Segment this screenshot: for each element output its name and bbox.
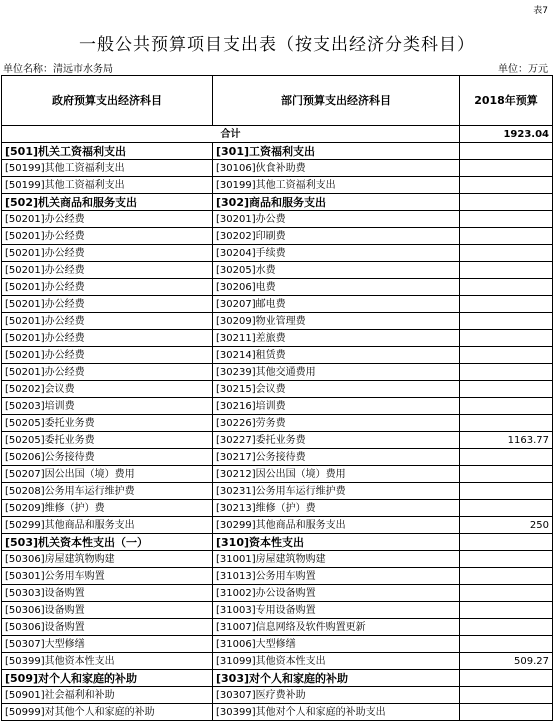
dept-category-cell: [31007]信息网络及软件购置更新 xyxy=(213,619,460,636)
table-row xyxy=(2,228,553,245)
budget-amount-cell xyxy=(460,449,553,466)
dept-category-cell: [31003]专用设备购置 xyxy=(213,602,460,619)
table-row xyxy=(2,381,553,398)
gov-category-cell: [50307]大型修缮 xyxy=(2,636,213,653)
gov-category-cell: [50209]维修（护）费 xyxy=(2,500,213,517)
gov-category-cell: [509]对个人和家庭的补助 xyxy=(2,670,213,687)
gov-category-cell: [50205]委托业务费 xyxy=(2,432,213,449)
gov-category-cell: [50203]培训费 xyxy=(2,398,213,415)
dept-category-cell: [30207]邮电费 xyxy=(213,296,460,313)
table-row xyxy=(2,619,553,636)
dept-category-cell: [30307]医疗费补助 xyxy=(213,687,460,704)
dept-category-cell: [30202]印刷费 xyxy=(213,228,460,245)
dept-category-cell: [310]资本性支出 xyxy=(213,534,460,551)
dept-category-cell: [30231]公务用车运行维护费 xyxy=(213,483,460,500)
gov-category-cell: [50999]对其他个人和家庭的补助 xyxy=(2,704,213,721)
table-number-label: 表7 xyxy=(533,6,548,16)
gov-category-cell: [50199]其他工资福利支出 xyxy=(2,160,213,177)
gov-category-cell: [50202]会议费 xyxy=(2,381,213,398)
budget-amount-cell xyxy=(460,143,553,160)
dept-category-cell: [30299]其他商品和服务支出 xyxy=(213,517,460,534)
budget-amount-cell xyxy=(460,245,553,262)
dept-category-cell: [30213]维修（护）费 xyxy=(213,500,460,517)
table-row xyxy=(2,551,553,568)
table-row xyxy=(2,670,553,687)
gov-category-cell: [50201]办公经费 xyxy=(2,364,213,381)
gov-category-cell: [50201]办公经费 xyxy=(2,211,213,228)
table-row xyxy=(2,262,553,279)
dept-category-cell: [30399]其他对个人和家庭的补助支出 xyxy=(213,704,460,721)
dept-category-cell: [30226]劳务费 xyxy=(213,415,460,432)
gov-category-cell: [50299]其他商品和服务支出 xyxy=(2,517,213,534)
dept-category-cell: [30204]手续费 xyxy=(213,245,460,262)
budget-amount-cell xyxy=(460,160,553,177)
budget-amount-cell: 509.27 xyxy=(460,653,553,670)
table-row xyxy=(2,602,553,619)
gov-category-cell: [503]机关资本性支出（一） xyxy=(2,534,213,551)
budget-amount-cell xyxy=(460,279,553,296)
dept-category-cell: [30216]培训费 xyxy=(213,398,460,415)
gov-category-cell: [50205]委托业务费 xyxy=(2,415,213,432)
budget-amount-cell xyxy=(460,585,553,602)
table-row xyxy=(2,466,553,483)
dept-category-cell: [30214]租赁费 xyxy=(213,347,460,364)
gov-category-cell: [50201]办公经费 xyxy=(2,330,213,347)
budget-amount-cell xyxy=(460,466,553,483)
table-row xyxy=(2,347,553,364)
table-row xyxy=(2,449,553,466)
gov-category-cell: [50306]设备购置 xyxy=(2,619,213,636)
dept-category-cell: [30211]差旅费 xyxy=(213,330,460,347)
table-row xyxy=(2,245,553,262)
table-row xyxy=(2,330,553,347)
dept-category-cell: [30217]公务接待费 xyxy=(213,449,460,466)
table-row xyxy=(2,517,553,534)
header-row xyxy=(2,76,553,126)
budget-table xyxy=(1,75,553,721)
table-row xyxy=(2,160,553,177)
table-row xyxy=(2,483,553,500)
table-row xyxy=(2,415,553,432)
gov-category-cell: [50199]其他工资福利支出 xyxy=(2,177,213,194)
gov-category-cell: [50206]公务接待费 xyxy=(2,449,213,466)
gov-category-cell: [50201]办公经费 xyxy=(2,296,213,313)
table-row xyxy=(2,279,553,296)
table-row xyxy=(2,687,553,704)
budget-amount-cell xyxy=(460,619,553,636)
dept-category-cell: [31001]房屋建筑物购建 xyxy=(213,551,460,568)
dept-category-cell: [31002]办公设备购置 xyxy=(213,585,460,602)
table-row xyxy=(2,653,553,670)
gov-category-cell: [50201]办公经费 xyxy=(2,228,213,245)
table-row xyxy=(2,704,553,721)
page-title: 一般公共预算项目支出表（按支出经济分类科目） xyxy=(79,35,475,55)
gov-category-cell: [50306]房屋建筑物购建 xyxy=(2,551,213,568)
gov-category-cell: [50901]社会福利和补助 xyxy=(2,687,213,704)
gov-category-cell: [502]机关商品和服务支出 xyxy=(2,194,213,211)
dept-category-cell: [30209]物业管理费 xyxy=(213,313,460,330)
unit-name-label: 单位名称：清远市水务局 xyxy=(3,64,113,75)
dept-category-cell: [30212]因公出国（境）费用 xyxy=(213,466,460,483)
dept-category-cell: [30227]委托业务费 xyxy=(213,432,460,449)
budget-amount-cell xyxy=(460,687,553,704)
dept-category-cell: [301]工资福利支出 xyxy=(213,143,460,160)
dept-category-cell: [30239]其他交通费用 xyxy=(213,364,460,381)
budget-amount-cell xyxy=(460,347,553,364)
table-row xyxy=(2,585,553,602)
budget-amount-cell xyxy=(460,398,553,415)
table-row xyxy=(2,211,553,228)
gov-category-cell: [50201]办公经费 xyxy=(2,347,213,364)
budget-amount-cell xyxy=(460,364,553,381)
dept-category-cell: [30106]伙食补助费 xyxy=(213,160,460,177)
dept-category-cell: [31006]大型修缮 xyxy=(213,636,460,653)
budget-amount-cell xyxy=(460,704,553,721)
budget-amount-cell xyxy=(460,483,553,500)
gov-category-cell: [50207]因公出国（境）费用 xyxy=(2,466,213,483)
budget-amount-cell xyxy=(460,534,553,551)
total-label: 合计 xyxy=(2,126,460,143)
header-gov-category: 政府预算支出经济科目 xyxy=(2,76,213,126)
budget-amount-cell xyxy=(460,296,553,313)
budget-amount-cell xyxy=(460,194,553,211)
budget-amount-cell xyxy=(460,228,553,245)
budget-amount-cell xyxy=(460,568,553,585)
dept-category-cell: [30206]电费 xyxy=(213,279,460,296)
table-row xyxy=(2,143,553,160)
budget-amount-cell xyxy=(460,551,553,568)
gov-category-cell: [50201]办公经费 xyxy=(2,279,213,296)
dept-category-cell: [30205]水费 xyxy=(213,262,460,279)
budget-amount-cell: 1163.77 xyxy=(460,432,553,449)
table-row xyxy=(2,194,553,211)
dept-category-cell: [31013]公务用车购置 xyxy=(213,568,460,585)
dept-category-cell: [302]商品和服务支出 xyxy=(213,194,460,211)
budget-amount-cell xyxy=(460,415,553,432)
dept-category-cell: [303]对个人和家庭的补助 xyxy=(213,670,460,687)
table-row xyxy=(2,313,553,330)
budget-amount-cell xyxy=(460,381,553,398)
currency-unit-label: 单位：万元 xyxy=(498,64,548,75)
gov-category-cell: [50306]设备购置 xyxy=(2,602,213,619)
gov-category-cell: [50399]其他资本性支出 xyxy=(2,653,213,670)
total-amount: 1923.04 xyxy=(460,126,553,143)
table-row xyxy=(2,534,553,551)
table-row xyxy=(2,500,553,517)
gov-category-cell: [501]机关工资福利支出 xyxy=(2,143,213,160)
budget-amount-cell xyxy=(460,313,553,330)
gov-category-cell: [50201]办公经费 xyxy=(2,262,213,279)
table-row xyxy=(2,432,553,449)
budget-amount-cell xyxy=(460,330,553,347)
budget-amount-cell xyxy=(460,177,553,194)
budget-amount-cell xyxy=(460,211,553,228)
header-dept-category: 部门预算支出经济科目 xyxy=(213,76,460,126)
gov-category-cell: [50303]设备购置 xyxy=(2,585,213,602)
budget-amount-cell: 250 xyxy=(460,517,553,534)
table-row xyxy=(2,177,553,194)
budget-amount-cell xyxy=(460,602,553,619)
dept-category-cell: [30215]会议费 xyxy=(213,381,460,398)
table-row xyxy=(2,636,553,653)
gov-category-cell: [50301]公务用车购置 xyxy=(2,568,213,585)
header-budget-2018: 2018年预算 xyxy=(460,76,553,126)
gov-category-cell: [50201]办公经费 xyxy=(2,313,213,330)
budget-amount-cell xyxy=(460,670,553,687)
gov-category-cell: [50201]办公经费 xyxy=(2,245,213,262)
budget-amount-cell xyxy=(460,500,553,517)
total-row xyxy=(2,126,553,143)
table-row xyxy=(2,568,553,585)
dept-category-cell: [30199]其他工资福利支出 xyxy=(213,177,460,194)
table-row xyxy=(2,364,553,381)
budget-amount-cell xyxy=(460,262,553,279)
dept-category-cell: [30201]办公费 xyxy=(213,211,460,228)
dept-category-cell: [31099]其他资本性支出 xyxy=(213,653,460,670)
table-row xyxy=(2,398,553,415)
table-row xyxy=(2,296,553,313)
gov-category-cell: [50208]公务用车运行维护费 xyxy=(2,483,213,500)
budget-amount-cell xyxy=(460,636,553,653)
